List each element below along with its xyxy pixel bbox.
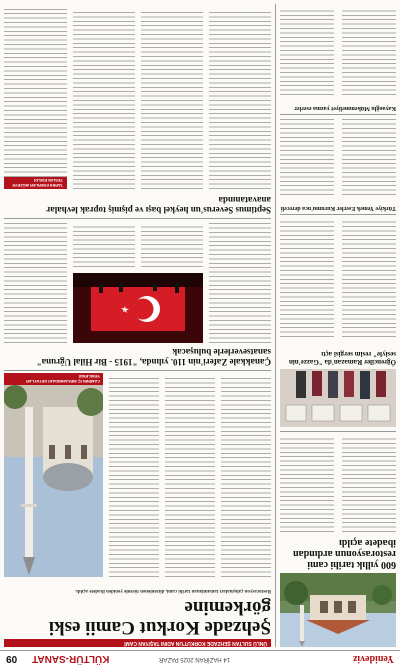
main-kicker: ÜNLÜ SULTAN ŞEHZADE KORKUT'UN ADINI TAŞIYAN CAMİ bbox=[4, 639, 271, 647]
sculpture-headline: Septimus Severus'un heykel başı ve pişmiş toprak levhalar anavatanında bbox=[46, 195, 271, 215]
dateline: 14 HAZİRAN 2025 PAZAR bbox=[159, 656, 230, 662]
sculpture-article-col-4 bbox=[4, 9, 67, 177]
canakkale-headline: Çanakkale Zaferi'nin 110. yılında, "1915 - Bir Hilal Uğruna" sanatseverlerle buluşacak bbox=[36, 347, 271, 367]
exhibit-article-body-2 bbox=[280, 219, 334, 337]
contest-article-body bbox=[342, 7, 396, 95]
mosque-exterior-photo bbox=[280, 573, 396, 647]
cooking-headline: Türkiye Yemek Eserler Kurumu'nca dereceli bbox=[280, 205, 396, 211]
left-column bbox=[280, 4, 396, 647]
mosque-article-body-2 bbox=[280, 436, 334, 532]
canakkale-article-col-1 bbox=[209, 223, 271, 343]
main-article-col-2 bbox=[165, 377, 215, 577]
exhibit-photo bbox=[280, 369, 396, 427]
canakkale-article-col-4 bbox=[4, 223, 67, 343]
sculpture-article-col-1 bbox=[209, 9, 271, 189]
divider bbox=[280, 114, 396, 115]
contest-headline: Kayaoğlu Mükemmeliyet yazma eserler bbox=[294, 105, 396, 111]
page-number: 09 bbox=[6, 653, 18, 664]
sculpture-subhead: TARİHİ ESERLER MÜZEYE TESLİM EDİLDİ bbox=[4, 177, 67, 189]
sculpture-article-col-2 bbox=[141, 9, 203, 189]
divider bbox=[4, 218, 271, 219]
exhibit-headline: Öğrenciler Ramazan'da "Gazze'nin sesiyle" resim sergisi açtı bbox=[288, 350, 396, 366]
exhibit-article-body bbox=[342, 219, 396, 337]
divider bbox=[4, 370, 271, 371]
mosque-interior-photo bbox=[4, 377, 103, 577]
divider bbox=[280, 214, 396, 215]
main-lead: Restorasyon çalışmaları tamamlanan tarihi cami, düzenlenen törenle yeniden ibadete açıldı. bbox=[75, 588, 271, 593]
sculpture-article-col-3 bbox=[73, 9, 135, 189]
photo-caption: CAMİNİN İÇ MEKANINDAKİ DETAYLAR YENİLENDİ bbox=[4, 373, 103, 385]
main-area bbox=[4, 4, 271, 647]
main-article-col-1 bbox=[221, 377, 271, 577]
mosque-article-body bbox=[342, 436, 396, 532]
contest-article-body-2 bbox=[280, 7, 334, 95]
divider bbox=[280, 431, 396, 432]
theater-stage-photo bbox=[73, 273, 203, 343]
canakkale-article-col-3 bbox=[73, 223, 135, 267]
column-divider bbox=[275, 4, 276, 647]
section-label: KÜLTÜR-SANAT bbox=[32, 653, 110, 664]
main-article-col-3 bbox=[109, 377, 159, 577]
page-header bbox=[0, 650, 400, 665]
mosque-headline: 600 yıllık tarihi cami restorasyonun ardından ibadete açıldı bbox=[293, 537, 396, 570]
newspaper-logo: Yenideviz bbox=[352, 653, 394, 664]
cooking-article-body bbox=[342, 119, 396, 195]
cooking-article-body-2 bbox=[280, 119, 334, 195]
canakkale-article-col-2 bbox=[141, 223, 203, 267]
main-headline: Şehzade Korkut Camii eski görkemine bbox=[48, 597, 271, 638]
